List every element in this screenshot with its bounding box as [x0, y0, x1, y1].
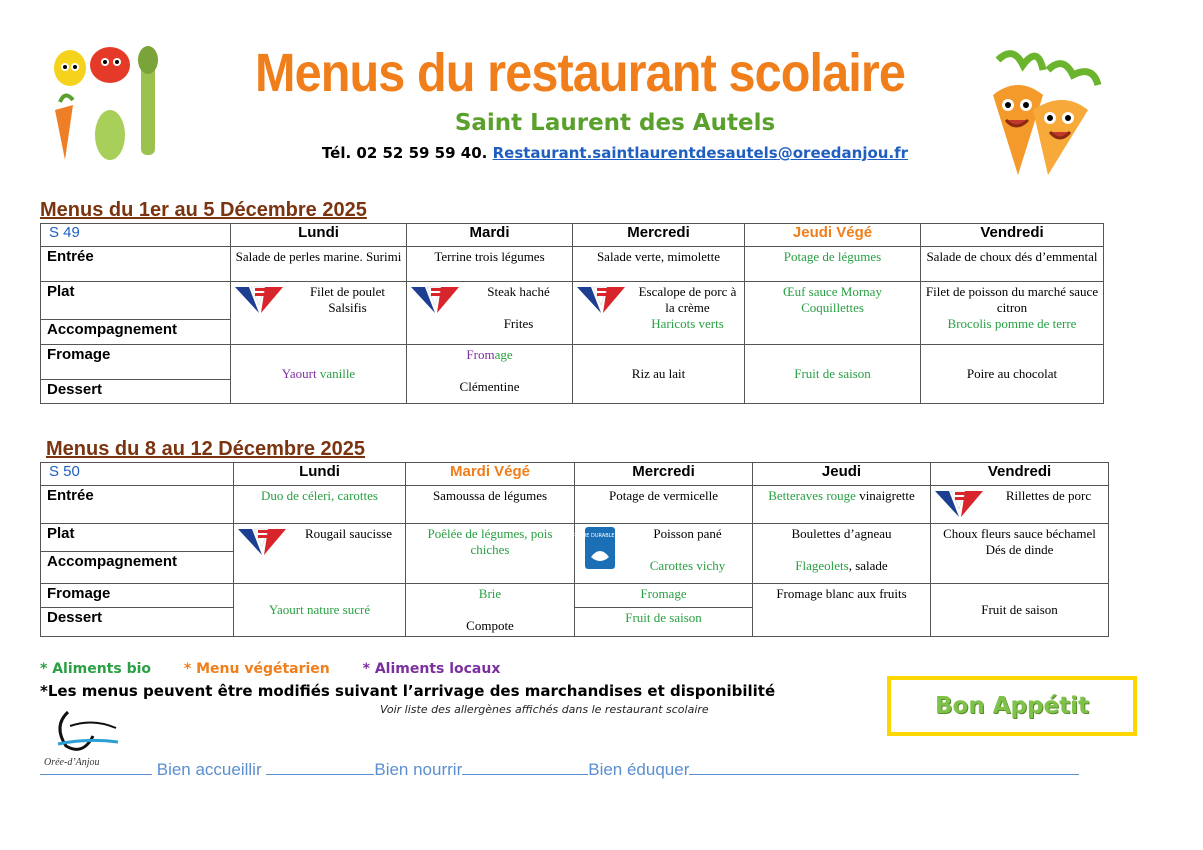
menu-cell: Duo de céleri, carottes: [234, 486, 406, 524]
oree-anjou-logo: [48, 706, 123, 756]
menu-cell: Poire au chocolat: [921, 345, 1104, 404]
day-header: Mardi Végé: [406, 463, 575, 486]
dish-text: age: [494, 347, 513, 362]
menu-cell: [931, 524, 1109, 584]
menu-cell: [407, 282, 573, 345]
menu-cell: Salade verte, mimolette: [573, 247, 745, 282]
menu-cell: Fruit de saison: [931, 584, 1109, 637]
french-meat-flag-icon: [577, 285, 625, 315]
row-label-entree: Entrée: [41, 486, 234, 524]
dish-text: Flageolets: [795, 558, 849, 573]
week1-title: Menus du 1er au 5 Décembre 2025: [40, 199, 367, 221]
menu-cell: Samoussa de légumes: [406, 486, 575, 524]
footer-line: [462, 760, 588, 775]
menu-cell: Riz au lait: [573, 345, 745, 404]
vegetables-illustration: [45, 40, 170, 165]
dish-text: Carottes vichy: [649, 558, 726, 573]
menu-cell: [231, 282, 407, 345]
menu-cell: [234, 524, 406, 584]
dish-text: Clémentine: [459, 379, 520, 394]
menu-cell: Potage de vermicelle: [575, 486, 753, 524]
footer-motto: [40, 760, 1115, 780]
menu-cell: [753, 486, 931, 524]
menu-change-note: *Les menus peuvent être modifiés suivant l’arrivage des marchandises et disponibilité: [40, 682, 776, 700]
bon-appetit-box: [887, 676, 1137, 736]
menu-cell: Potage de légumes: [745, 247, 921, 282]
french-meat-flag-icon: [411, 285, 459, 315]
dish-text: Filet de poisson du marché sauce citron: [925, 284, 1099, 315]
logo-text: Orée-d’Anjou: [44, 757, 100, 768]
bon-appetit-text: Bon Appétit: [935, 693, 1089, 719]
day-header: Lundi: [231, 224, 407, 247]
footer-line: [40, 760, 152, 775]
row-label-fromage: Fromage: [41, 584, 234, 608]
week2-title: Menus du 8 au 12 Décembre 2025: [46, 438, 366, 460]
contact-line: [200, 144, 1030, 162]
french-meat-flag-icon: [235, 285, 283, 315]
menu-cell: [921, 282, 1104, 345]
french-meat-flag-icon: [935, 489, 983, 519]
row-label-entree: Entrée: [41, 247, 231, 282]
legend-local: * Aliments locaux: [362, 661, 501, 677]
menu-cell: [231, 345, 407, 404]
row-label-dessert: Dessert: [41, 380, 231, 404]
dish-text: Filet de poulet: [309, 284, 386, 299]
dish-text: Steak haché: [487, 284, 550, 299]
dish-text: Brie: [478, 586, 502, 601]
menu-cell: [753, 524, 931, 584]
email-link[interactable]: Restaurant.saintlaurentdesautels@oreedanjou.fr: [492, 144, 909, 162]
dish-text: Rougail saucisse: [304, 526, 392, 541]
dish-text: vanille: [319, 366, 356, 381]
dish-text: Choux fleurs sauce béchamel: [943, 526, 1096, 541]
week1-menu-table: [40, 223, 1104, 404]
menu-cell: [745, 282, 921, 345]
day-header: Lundi: [234, 463, 406, 486]
footer-line: [689, 760, 1079, 775]
menu-cell: [572, 524, 753, 584]
week2-menu-table: [40, 462, 1109, 637]
menu-cell: Salade de choux dés d’emmental: [921, 247, 1104, 282]
footer-text: Bien éduquer: [588, 760, 690, 779]
menu-cell: [406, 584, 575, 637]
legend: [40, 661, 528, 677]
dish-text: Œuf sauce Mornay: [783, 284, 882, 299]
week-number: S 49: [41, 224, 231, 247]
phone-text: Tél. 02 52 59 59 40.: [321, 144, 488, 162]
dish-text: Poisson pané: [653, 526, 722, 541]
day-header: Vendredi: [921, 224, 1104, 247]
row-label-dessert: Dessert: [41, 607, 234, 636]
allergen-note: Voir liste des allergènes affichés dans le restaurant scolaire: [380, 703, 709, 716]
day-header: Mardi: [407, 224, 573, 247]
footer-text: Bien accueillir: [156, 760, 262, 779]
footer-line: [266, 760, 374, 775]
dish-text: Frites: [503, 316, 534, 331]
menu-cell: Fromage: [575, 584, 753, 608]
dish-text: Rillettes de porc: [1005, 488, 1092, 503]
dish-text: Salsifis: [328, 300, 367, 315]
french-meat-flag-icon: [238, 527, 286, 557]
menu-cell: [407, 345, 573, 404]
week-number: S 50: [41, 463, 234, 486]
dish-text: Haricots verts: [651, 316, 724, 331]
dish-text: Coquillettes: [801, 300, 864, 315]
day-header: Vendredi: [931, 463, 1109, 486]
menu-cell: [931, 486, 1109, 524]
dish-text: Escalope de porc à la crème: [638, 284, 737, 315]
menu-cell: Yaourt nature sucré: [234, 584, 406, 637]
row-label-accompagnement: Accompagnement: [41, 320, 231, 345]
page-subtitle: Saint Laurent des Autels: [454, 110, 776, 136]
msc-label-icon: [572, 527, 628, 569]
row-label-fromage: Fromage: [41, 345, 231, 380]
menu-cell: [573, 282, 745, 345]
dish-text: vinaigrette: [859, 488, 915, 503]
row-label-plat: Plat: [41, 282, 231, 320]
footer-text: Bien nourrir: [374, 760, 463, 779]
dish-text: , salade: [848, 558, 888, 573]
dish-text: Compote: [466, 618, 514, 633]
row-label-accompagnement: Accompagnement: [41, 552, 234, 584]
menu-cell: Fruit de saison: [745, 345, 921, 404]
menu-cell: Fromage blanc aux fruits: [753, 584, 931, 637]
dish-text: Dés de dinde: [985, 542, 1054, 557]
menu-cell: Terrine trois légumes: [407, 247, 573, 282]
menu-cell: Fruit de saison: [575, 607, 753, 636]
msc-label-text: PÊCHE DURABLE MSC: [572, 533, 628, 539]
dish-text: From: [466, 347, 495, 362]
row-label-plat: Plat: [41, 524, 234, 552]
page-title: Menus du restaurant scolaire: [254, 43, 905, 103]
menu-cell: Salade de perles marine. Surimi: [231, 247, 407, 282]
day-header: Mercredi: [573, 224, 745, 247]
dish-text: Boulettes d’agneau: [791, 526, 892, 541]
dish-text: Brocolis pomme de terre: [947, 316, 1077, 331]
day-header: Jeudi Végé: [745, 224, 921, 247]
dish-text: Yaourt: [281, 366, 317, 381]
day-header: Jeudi: [753, 463, 931, 486]
menu-cell: Poêlée de légumes, pois chiches: [406, 524, 575, 584]
legend-veg: * Menu végétarien: [183, 661, 330, 677]
dish-text: Betteraves rouge: [768, 488, 856, 503]
legend-bio: * Aliments bio: [40, 661, 152, 677]
day-header: Mercredi: [575, 463, 753, 486]
